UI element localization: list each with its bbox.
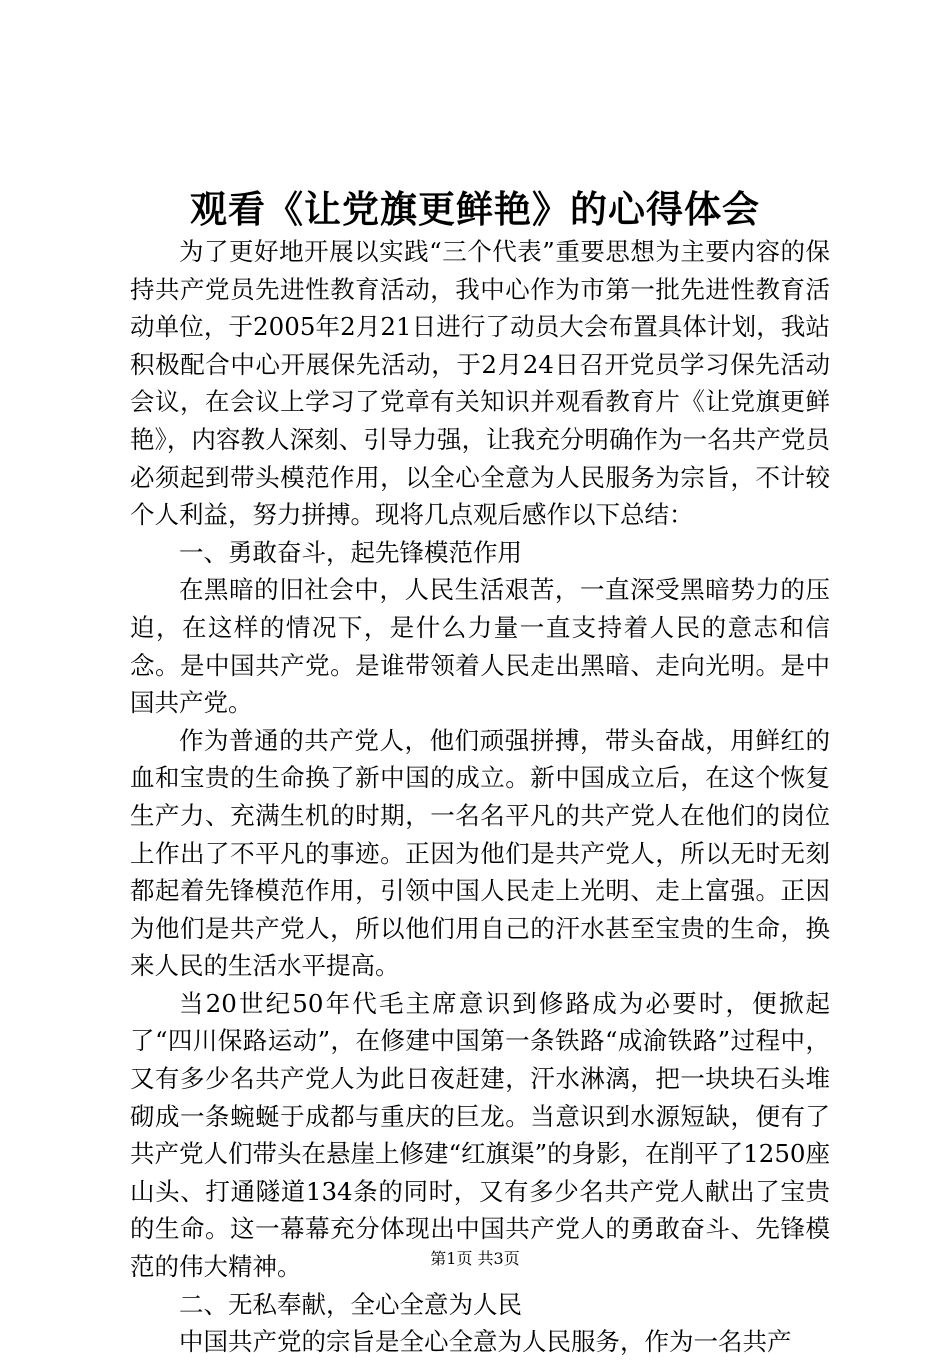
paragraph: 中国共产党的宗旨是全心全意为人民服务，作为一名共产 <box>179 1327 792 1357</box>
paragraph: 在黑暗的旧社会中，人民生活艰苦，一直深受黑暗势力的压迫，在这样的情况下，是什么力量一直支持着人民的意志和信念。是中国共产党。是谁带领着人民走出黑暗、走向光明。是中国共产党。 <box>130 575 830 718</box>
paragraph: 当20世纪50年代毛主席意识到修路成为必要时，便掀起了“四川保路运动”，在修建中国第一条铁路“成渝铁路”过程中，又有多少名共产党人为此日夜赶建，汗水淋漓，把一块块石头堆砌成一条蜿蜒于成都与重庆的巨龙。当意识到水源短缺，便有了共产党人们带头在悬崖上修建“红旗渠”的身影，在削平了1250座山头、打通隧道134条的同时，又有多少名共产党人献出了宝贵的生命。这一幕幕充分体现出中国共产党人的勇敢奋斗、先锋模范的伟大精神。 <box>130 988 830 1282</box>
document-body <box>130 233 830 1361</box>
paragraph-intro: 为了更好地开展以实践“三个代表”重要思想为主要内容的保持共产党员先进性教育活动，我中心作为市第一批先进性教育活动单位，于2005年2月21日进行了动员大会布置具体计划，我站积极配合中心开展保先活动，于2月24日召开党员学习保先活动会议，在会议上学习了党章有关知识并观看教育片《让党旗更鲜艳》，内容教人深刻、引导力强，让我充分明确作为一名共产党员必须起到带头模范作用，以全心全意为人民服务为宗旨，不计较个人利益，努力拼搏。现将几点观后感作以下总结： <box>130 237 830 530</box>
paragraph: 作为普通的共产党人，他们顽强拼搏，带头奋战，用鲜红的血和宝贵的生命换了新中国的成立。新中国成立后，在这个恢复生产力、充满生机的时期，一名名平凡的共产党人在他们的岗位上作出了不平凡的事迹。正因为他们是共产党人，所以无时无刻都起着先锋模范作用，引领中国人民走上光明、走上富强。正因为他们是共产党人，所以他们用自己的汗水甚至宝贵的生命，换来人民的生活水平提高。 <box>130 725 830 981</box>
document-title: 观看《让党旗更鲜艳》的心得体会 <box>190 187 760 231</box>
section-heading-2: 二、无私奉献，全心全意为人民 <box>179 1289 522 1319</box>
page-footer: 第1页 共3页 <box>430 1249 520 1268</box>
section-heading-1: 一、勇敢奋斗，起先锋模范作用 <box>179 537 522 567</box>
